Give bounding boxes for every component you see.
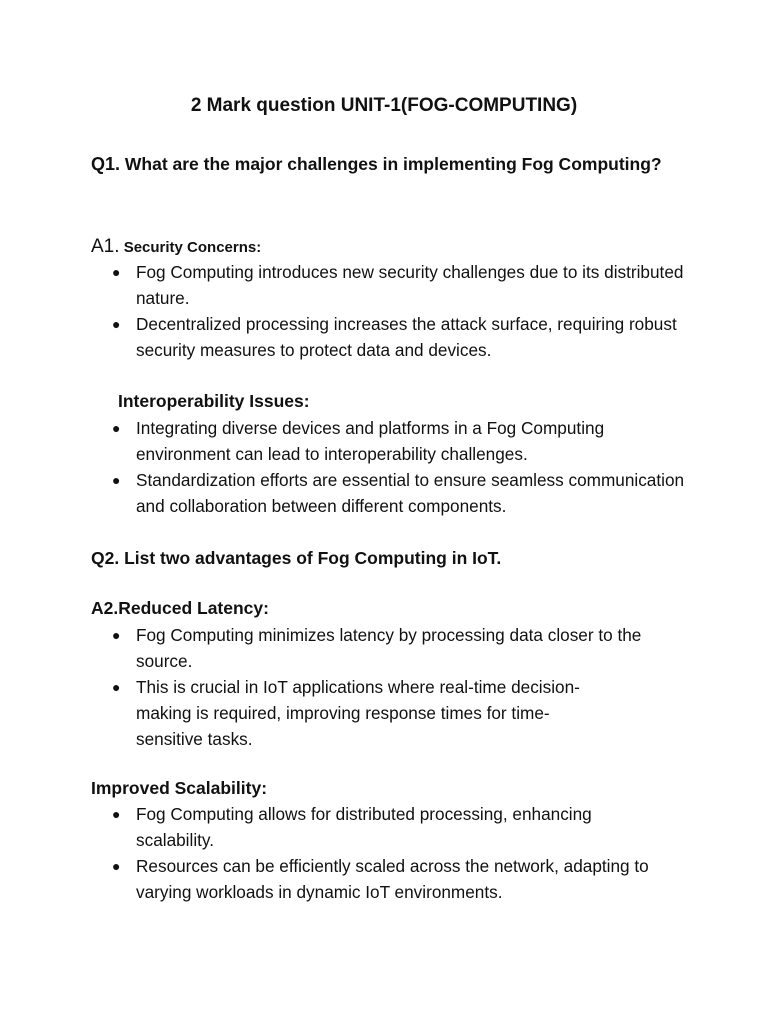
security-concerns-heading: Security Concerns: bbox=[119, 239, 262, 256]
bullet-icon: ● bbox=[112, 627, 121, 643]
list-item: ● Resources can be efficiently scaled across the network, adapting to varying workloads in dynamic IoT environments. bbox=[110, 853, 690, 905]
bullet-icon: ● bbox=[112, 264, 121, 280]
answer-2-heading: A2.Reduced Latency: bbox=[91, 598, 269, 618]
question-2 bbox=[91, 544, 691, 572]
improved-scalability-list bbox=[110, 801, 690, 905]
list-item: ● Integrating diverse devices and platforms in a Fog Computing environment can lead to interoperability challenges. bbox=[110, 415, 690, 467]
reduced-latency-list bbox=[110, 622, 690, 752]
question-1-text: What are the major challenges in implementing Fog Computing? bbox=[120, 154, 662, 174]
answer-1-number: A1. bbox=[91, 236, 120, 257]
answer-1-heading bbox=[91, 234, 261, 260]
question-2-text: List two advantages of Fog Computing in IoT. bbox=[119, 548, 502, 568]
interoperability-list bbox=[110, 415, 690, 519]
question-1-number: Q1. bbox=[91, 154, 121, 174]
bullet-icon: ● bbox=[112, 420, 121, 436]
list-item: ● Fog Computing introduces new security challenges due to its distributed nature. bbox=[110, 259, 690, 311]
list-item: ● Fog Computing allows for distributed processing, enhancing scalability. bbox=[110, 801, 690, 853]
bullet-icon: ● bbox=[112, 316, 121, 332]
improved-scalability-heading: Improved Scalability: bbox=[91, 778, 268, 798]
list-item: ● Standardization efforts are essential to ensure seamless communication and collaboration between different components. bbox=[110, 467, 690, 519]
interoperability-heading: Interoperability Issues: bbox=[118, 391, 310, 411]
bullet-icon: ● bbox=[112, 472, 121, 488]
page-title: 2 Mark question UNIT-1(FOG-COMPUTING) bbox=[190, 95, 578, 116]
list-item: ● Decentralized processing increases the attack surface, requiring robust security measures to protect data and devices. bbox=[110, 311, 690, 363]
bullet-icon: ● bbox=[112, 679, 121, 695]
list-item: ● This is crucial in IoT applications where real-time decision-making is required, improving response times for time-sensitive tasks. bbox=[110, 674, 690, 752]
list-item: ● Fog Computing minimizes latency by processing data closer to the source. bbox=[110, 622, 690, 674]
question-1 bbox=[91, 150, 691, 178]
bullet-icon: ● bbox=[112, 806, 121, 822]
question-2-number: Q2. bbox=[91, 548, 120, 568]
bullet-icon: ● bbox=[112, 858, 121, 874]
security-concerns-list bbox=[110, 259, 690, 363]
